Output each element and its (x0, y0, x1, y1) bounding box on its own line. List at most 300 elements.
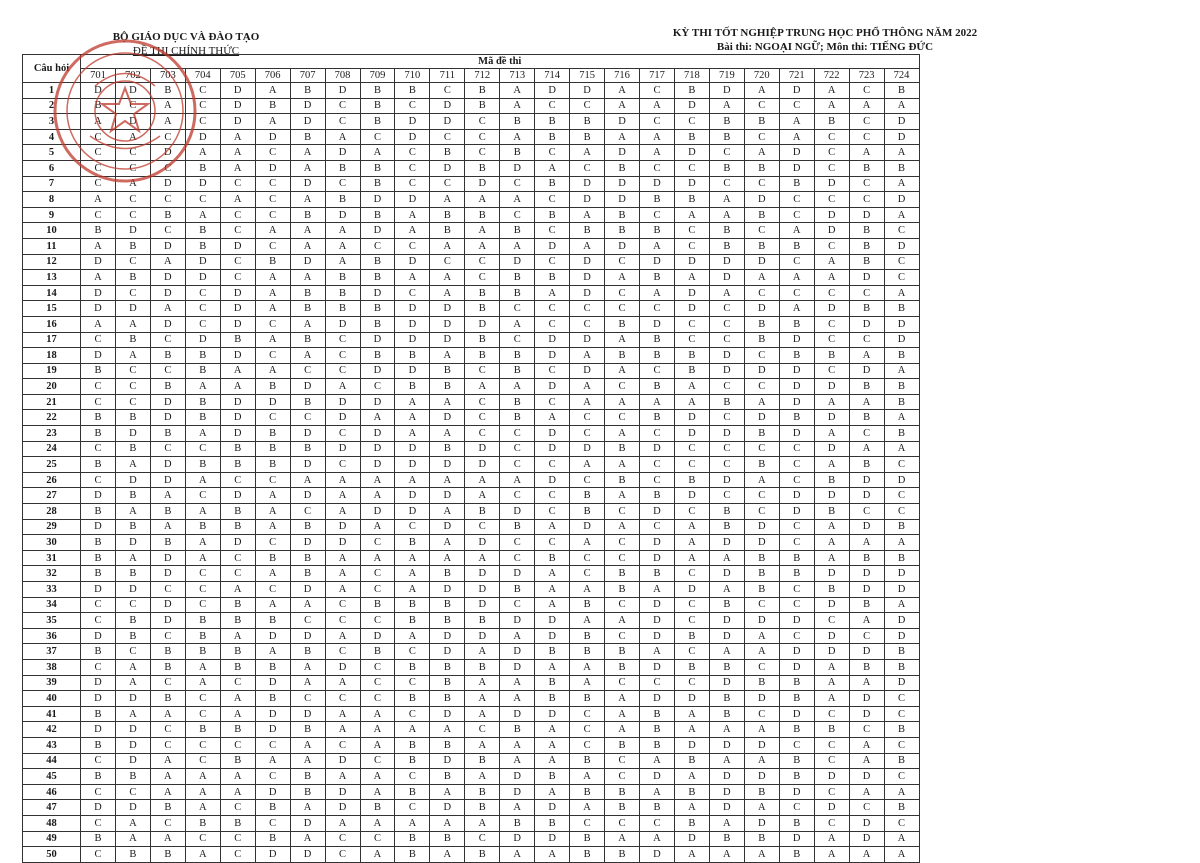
answer-cell: D (500, 566, 535, 582)
answer-cell: C (325, 363, 360, 379)
answer-cell: B (430, 566, 465, 582)
answer-cell: A (674, 519, 709, 535)
answer-cell: B (255, 691, 290, 707)
answer-cell: B (220, 722, 255, 738)
answer-cell: A (115, 176, 150, 192)
answer-cell: C (115, 363, 150, 379)
answer-cell: D (255, 722, 290, 738)
answer-cell: A (605, 129, 640, 145)
answer-cell: C (570, 410, 605, 426)
answer-cell: B (779, 815, 814, 831)
answer-cell: B (290, 784, 325, 800)
answer-cell: C (325, 348, 360, 364)
answer-cell: A (605, 519, 640, 535)
answer-cell: B (360, 114, 395, 130)
table-row (23, 238, 920, 254)
answer-cell: D (709, 254, 744, 270)
answer-cell: B (674, 784, 709, 800)
answer-cell: A (779, 129, 814, 145)
answer-cell: C (81, 394, 116, 410)
table-row (23, 192, 920, 208)
answer-cell: A (255, 332, 290, 348)
answer-cell: B (115, 613, 150, 629)
answer-cell: D (849, 472, 884, 488)
answer-cell: D (325, 784, 360, 800)
answer-cell: D (814, 628, 849, 644)
answer-cell: B (605, 566, 640, 582)
answer-cell: D (640, 613, 675, 629)
answer-cell: C (290, 363, 325, 379)
answer-cell: A (325, 254, 360, 270)
answer-cell: D (500, 644, 535, 660)
answer-cell: D (325, 441, 360, 457)
answer-cell: D (290, 426, 325, 442)
answer-cell: C (500, 301, 535, 317)
answer-cell: D (570, 519, 605, 535)
answer-cell: C (255, 535, 290, 551)
answer-cell: A (465, 472, 500, 488)
table-row (23, 628, 920, 644)
answer-cell: C (814, 145, 849, 161)
answer-cell: D (814, 488, 849, 504)
answer-cell: B (744, 238, 779, 254)
answer-cell: A (360, 519, 395, 535)
answer-cell: D (290, 254, 325, 270)
answer-cell: C (535, 488, 570, 504)
answer-cell: A (779, 270, 814, 286)
answer-cell: C (640, 363, 675, 379)
table-row (23, 769, 920, 785)
answer-cell: A (255, 363, 290, 379)
answer-cell: B (709, 238, 744, 254)
answer-cell: A (465, 488, 500, 504)
answer-cell: D (849, 831, 884, 847)
answer-cell: C (465, 114, 500, 130)
question-number: 7 (23, 176, 81, 192)
answer-cell: B (290, 301, 325, 317)
question-number: 4 (23, 129, 81, 145)
answer-cell: A (535, 519, 570, 535)
answer-cell: A (81, 114, 116, 130)
answer-cell: D (115, 753, 150, 769)
answer-cell: B (81, 550, 116, 566)
answer-cell: D (325, 410, 360, 426)
answer-cell: A (849, 613, 884, 629)
table-row (23, 488, 920, 504)
answer-cell: A (150, 784, 185, 800)
table-row (23, 613, 920, 629)
answer-cell: A (325, 238, 360, 254)
answer-cell: B (779, 176, 814, 192)
answer-cell: A (325, 550, 360, 566)
answer-cell: B (465, 753, 500, 769)
table-row (23, 426, 920, 442)
answer-cell: B (500, 410, 535, 426)
answer-cell: A (535, 285, 570, 301)
answer-cell: B (395, 597, 430, 613)
answer-cell: D (360, 192, 395, 208)
answer-cell: A (185, 535, 220, 551)
table-row (23, 691, 920, 707)
exam-code-704: 704 (185, 69, 220, 83)
answer-cell: D (884, 566, 919, 582)
answer-cell: B (849, 597, 884, 613)
answer-cell: D (150, 238, 185, 254)
table-row (23, 504, 920, 520)
answer-cell: A (814, 519, 849, 535)
answer-cell: C (395, 519, 430, 535)
answer-cell: B (744, 582, 779, 598)
answer-cell: A (674, 706, 709, 722)
answer-cell: A (185, 847, 220, 863)
answer-cell: A (325, 675, 360, 691)
answer-cell: B (709, 160, 744, 176)
answer-cell: A (570, 800, 605, 816)
answer-cell: A (709, 644, 744, 660)
answer-cell: B (570, 628, 605, 644)
answer-cell: C (535, 394, 570, 410)
answer-cell: C (779, 800, 814, 816)
answer-cell: C (744, 504, 779, 520)
answer-cell: A (290, 192, 325, 208)
answer-cell: C (674, 457, 709, 473)
answer-cell: B (115, 488, 150, 504)
answer-cell: C (674, 316, 709, 332)
answer-cell: A (709, 722, 744, 738)
answer-cell: A (779, 114, 814, 130)
answer-cell: C (255, 238, 290, 254)
answer-cell: C (640, 472, 675, 488)
answer-cell: C (465, 426, 500, 442)
answer-cell: A (150, 98, 185, 114)
question-number: 40 (23, 691, 81, 707)
answer-cell: D (150, 472, 185, 488)
answer-cell: A (290, 316, 325, 332)
answer-cell: D (674, 254, 709, 270)
answer-cell: B (150, 535, 185, 551)
answer-cell: B (81, 426, 116, 442)
question-number: 41 (23, 706, 81, 722)
answer-cell: B (500, 145, 535, 161)
answer-cell: A (744, 628, 779, 644)
answer-cell: B (500, 114, 535, 130)
answer-cell: C (849, 722, 884, 738)
answer-cell: A (150, 706, 185, 722)
answer-cell: A (570, 675, 605, 691)
answer-cell: A (849, 535, 884, 551)
answer-cell: B (430, 737, 465, 753)
answer-cell: A (325, 504, 360, 520)
answer-cell: C (674, 114, 709, 130)
answer-cell: C (779, 192, 814, 208)
answer-cell: C (255, 815, 290, 831)
answer-cell: C (605, 285, 640, 301)
answer-cell: B (220, 457, 255, 473)
answer-cell: A (220, 769, 255, 785)
answer-cell: B (430, 223, 465, 239)
answer-cell: D (535, 472, 570, 488)
answer-cell: B (744, 316, 779, 332)
answer-cell: A (290, 160, 325, 176)
question-number: 29 (23, 519, 81, 535)
answer-cell: A (325, 488, 360, 504)
answer-cell: C (220, 176, 255, 192)
answer-cell: D (779, 145, 814, 161)
answer-cell: B (779, 316, 814, 332)
answer-cell: C (81, 207, 116, 223)
answer-cell: B (884, 722, 919, 738)
answer-cell: D (81, 519, 116, 535)
answer-cell: C (814, 613, 849, 629)
answer-cell: C (779, 737, 814, 753)
answer-cell: D (674, 426, 709, 442)
answer-cell: A (465, 769, 500, 785)
answer-cell: A (430, 784, 465, 800)
answer-cell: A (500, 675, 535, 691)
question-number: 43 (23, 737, 81, 753)
question-number: 32 (23, 566, 81, 582)
answer-cell: D (884, 582, 919, 598)
answer-cell: B (884, 426, 919, 442)
answer-cell: A (814, 98, 849, 114)
answer-cell: A (255, 504, 290, 520)
answer-cell: C (360, 753, 395, 769)
answer-cell: A (674, 800, 709, 816)
answer-cell: A (115, 316, 150, 332)
answer-cell: A (605, 394, 640, 410)
table-row (23, 800, 920, 816)
answer-cell: D (744, 769, 779, 785)
answer-cell: D (290, 379, 325, 395)
answer-cell: D (500, 706, 535, 722)
answer-cell: C (605, 769, 640, 785)
answer-cell: C (814, 285, 849, 301)
answer-cell: A (814, 831, 849, 847)
answer-cell: B (185, 238, 220, 254)
answer-cell: A (430, 394, 465, 410)
answer-cell: D (570, 192, 605, 208)
answer-cell: B (255, 659, 290, 675)
answer-cell: B (605, 316, 640, 332)
answer-cell: C (185, 98, 220, 114)
answer-cell: D (150, 285, 185, 301)
answer-cell: B (290, 394, 325, 410)
answer-cell: D (814, 769, 849, 785)
answer-cell: D (640, 628, 675, 644)
answer-cell: C (185, 285, 220, 301)
table-row (23, 659, 920, 675)
answer-cell: D (430, 98, 465, 114)
answer-cell: B (185, 613, 220, 629)
answer-cell: C (465, 722, 500, 738)
answer-cell: A (430, 285, 465, 301)
answer-cell: D (709, 270, 744, 286)
answer-cell: A (849, 98, 884, 114)
answer-cell: D (290, 847, 325, 863)
answer-cell: C (185, 83, 220, 99)
answer-cell: C (500, 207, 535, 223)
answer-cell: B (81, 223, 116, 239)
answer-cell: D (115, 114, 150, 130)
answer-cell: B (465, 784, 500, 800)
answer-cell: C (220, 472, 255, 488)
answer-cell: B (779, 847, 814, 863)
answer-cell: B (570, 488, 605, 504)
answer-cell: D (325, 145, 360, 161)
answer-cell: A (185, 145, 220, 161)
answer-cell: D (325, 316, 360, 332)
answer-cell: D (674, 831, 709, 847)
answer-cell: C (849, 285, 884, 301)
answer-cell: B (884, 394, 919, 410)
answer-cell: D (185, 270, 220, 286)
answer-cell: A (814, 254, 849, 270)
answer-cell: C (535, 535, 570, 551)
answer-cell: B (744, 566, 779, 582)
answer-cell: C (150, 582, 185, 598)
answer-cell: D (395, 301, 430, 317)
answer-cell: B (605, 472, 640, 488)
answer-cell: D (500, 659, 535, 675)
table-row (23, 254, 920, 270)
question-number: 45 (23, 769, 81, 785)
answer-cell: C (81, 472, 116, 488)
answer-cell: A (255, 301, 290, 317)
answer-cell: B (500, 363, 535, 379)
answer-cell: B (115, 769, 150, 785)
answer-cell: D (325, 519, 360, 535)
answer-cell: A (115, 129, 150, 145)
answer-cell: C (814, 332, 849, 348)
answer-cell: B (674, 83, 709, 99)
answer-cell: A (430, 348, 465, 364)
answer-cell: D (535, 238, 570, 254)
answer-cell: B (500, 519, 535, 535)
answer-cell: B (360, 301, 395, 317)
answer-cell: A (744, 472, 779, 488)
table-row (23, 160, 920, 176)
answer-cell: C (744, 223, 779, 239)
answer-cell: A (360, 472, 395, 488)
answer-cell: D (779, 613, 814, 629)
answer-cell: A (255, 566, 290, 582)
answer-cell: A (290, 472, 325, 488)
answer-cell: A (430, 426, 465, 442)
answer-cell: C (535, 457, 570, 473)
answer-cell: C (849, 176, 884, 192)
answer-cell: C (674, 504, 709, 520)
answer-cell: D (395, 129, 430, 145)
exam-code-708: 708 (325, 69, 360, 83)
answer-cell: D (255, 628, 290, 644)
answer-cell: A (290, 800, 325, 816)
table-row (23, 176, 920, 192)
answer-cell: A (640, 831, 675, 847)
answer-cell: C (185, 582, 220, 598)
answer-cell: D (465, 628, 500, 644)
question-number: 42 (23, 722, 81, 738)
answer-cell: B (570, 129, 605, 145)
answer-cell: A (81, 238, 116, 254)
answer-cell: A (605, 98, 640, 114)
answer-cell: C (570, 316, 605, 332)
answer-cell: A (849, 441, 884, 457)
answer-cell: A (709, 285, 744, 301)
answer-cell: D (360, 332, 395, 348)
answer-cell: B (744, 160, 779, 176)
answer-cell: D (430, 582, 465, 598)
answer-cell: B (640, 348, 675, 364)
answer-cell: D (640, 597, 675, 613)
answer-cell: B (185, 519, 220, 535)
answer-cell: B (220, 332, 255, 348)
answer-cell: B (709, 223, 744, 239)
answer-cell: D (395, 504, 430, 520)
answer-cell: D (115, 83, 150, 99)
answer-cell: B (150, 644, 185, 660)
answer-cell: B (674, 129, 709, 145)
table-row (23, 722, 920, 738)
answer-cell: B (115, 847, 150, 863)
answer-cell: C (115, 597, 150, 613)
answer-cell: A (674, 270, 709, 286)
answer-cell: D (535, 348, 570, 364)
answer-cell: B (115, 441, 150, 457)
answer-cell: A (290, 348, 325, 364)
answer-cell: C (709, 441, 744, 457)
answer-cell: B (430, 207, 465, 223)
answer-cell: A (430, 270, 465, 286)
answer-cell: D (709, 769, 744, 785)
answer-cell: C (709, 332, 744, 348)
answer-cell: C (395, 176, 430, 192)
table-row (23, 737, 920, 753)
answer-cell: A (814, 659, 849, 675)
table-row (23, 457, 920, 473)
table-row (23, 597, 920, 613)
answer-cell: A (290, 831, 325, 847)
answer-cell: A (535, 847, 570, 863)
question-number: 3 (23, 114, 81, 130)
answer-cell: B (640, 706, 675, 722)
answer-cell: A (360, 410, 395, 426)
answer-cell: B (814, 348, 849, 364)
answer-cell: B (500, 348, 535, 364)
answer-cell: A (500, 192, 535, 208)
answer-cell: A (115, 659, 150, 675)
answer-cell: B (779, 566, 814, 582)
answer-cell: C (185, 488, 220, 504)
answer-cell: A (570, 145, 605, 161)
answer-cell: B (430, 769, 465, 785)
answer-cell: A (255, 597, 290, 613)
answer-cell: D (605, 238, 640, 254)
exam-code-715: 715 (570, 69, 605, 83)
answer-cell: A (744, 145, 779, 161)
answer-cell: D (395, 363, 430, 379)
answer-cell: D (744, 254, 779, 270)
answer-cell: D (255, 394, 290, 410)
answer-cell: D (605, 176, 640, 192)
answer-cell: A (115, 504, 150, 520)
answer-cell: B (115, 270, 150, 286)
answer-cell: B (500, 582, 535, 598)
answer-cell: C (325, 597, 360, 613)
answer-cell: B (255, 457, 290, 473)
answer-cell: A (814, 535, 849, 551)
answer-cell: C (255, 145, 290, 161)
answer-cell: A (640, 582, 675, 598)
